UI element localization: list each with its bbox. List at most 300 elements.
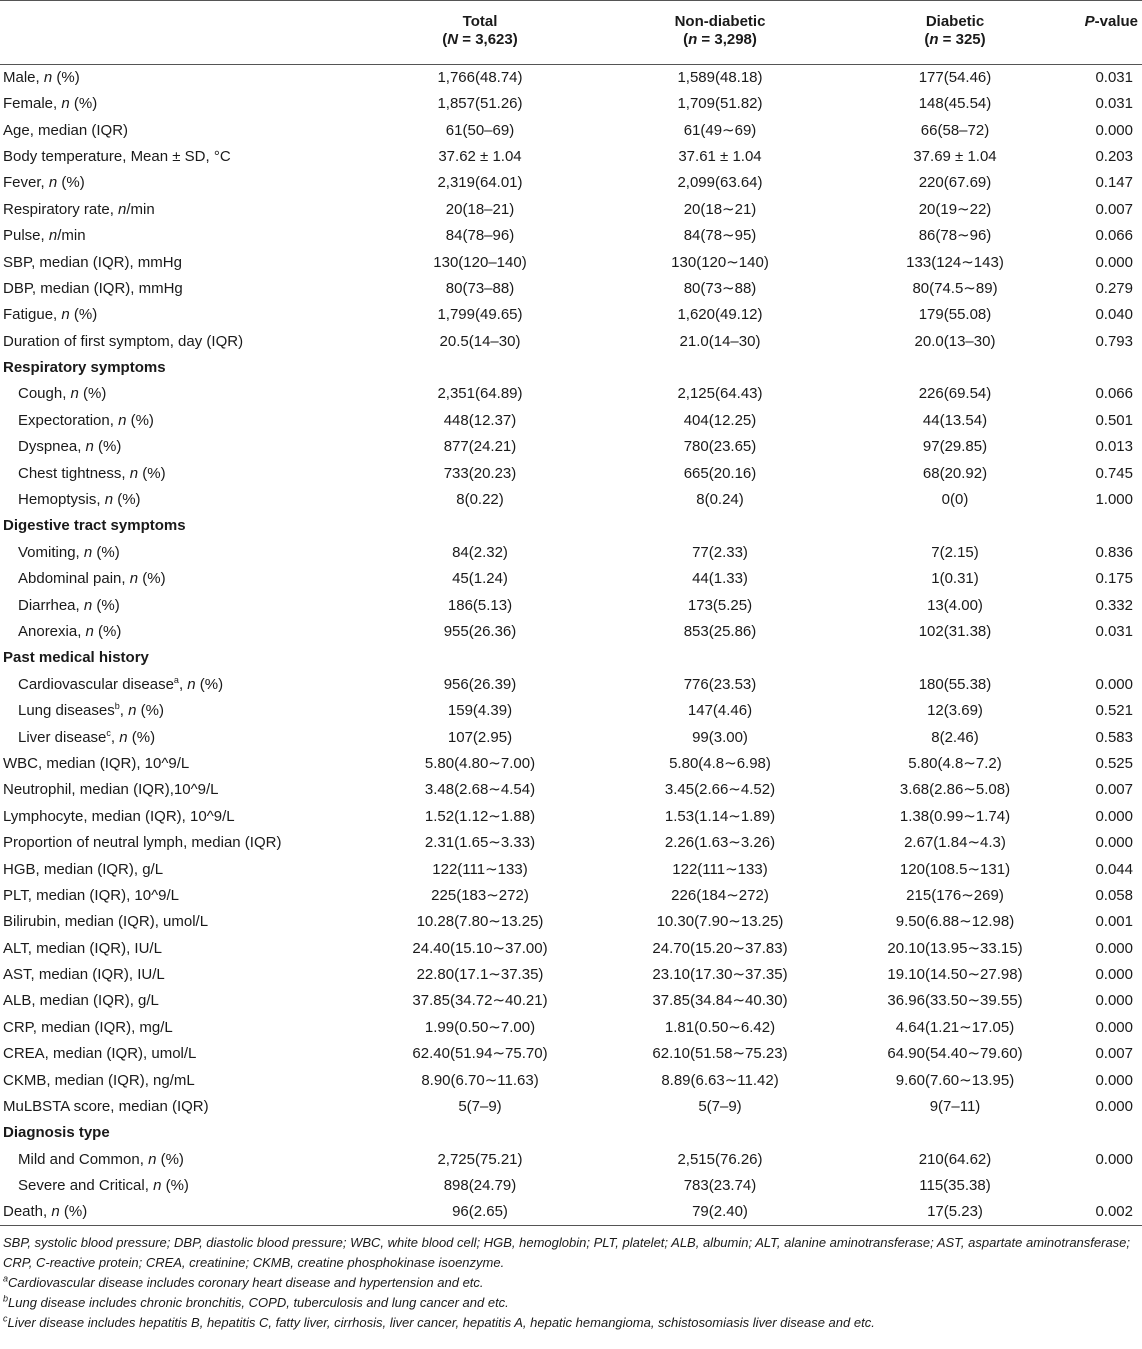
cell-total: 448(12.37) xyxy=(443,411,517,429)
row-label-text: DBP, median (IQR), mmHg xyxy=(3,279,183,297)
cell-nondiabetic: 1,589(48.18) xyxy=(677,69,763,86)
cell-diabetic: 37.69 ± 1.04 xyxy=(913,147,997,165)
footnote-b-mark: b xyxy=(3,1294,9,1305)
cell-diabetic: 148(45.54) xyxy=(918,95,992,113)
cell-diabetic xyxy=(840,513,1070,539)
footnote-abbreviations: SBP, systolic blood pressure; DBP, diastolic blood pressure; WBC, white blood cell; HGB, hemoglobin; PLT, platelet; ALB, albumin; ALT, alanine aminotransferase; AST, aspartate aminotransferase; CRP, C-reactive protein; CREA, creatinine; CKMB, creatine phosphokinase isoenzyme. xyxy=(3,1235,1131,1271)
table-row xyxy=(0,302,1142,328)
cell-nondiabetic: 77(2.33) xyxy=(692,543,748,561)
row-label xyxy=(0,197,360,223)
cell-pvalue: 0.066 xyxy=(1095,385,1133,403)
cell-pvalue: 0.836 xyxy=(1095,543,1133,561)
row-label xyxy=(0,355,360,381)
cell-nondiabetic: 147(4.46) xyxy=(687,702,753,720)
row-label xyxy=(0,672,360,698)
cell-total: 225(183∼272) xyxy=(431,886,529,904)
cell-total: 107(2.95) xyxy=(447,728,513,746)
row-label-text: Neutrophil, median (IQR),10^9/L xyxy=(3,781,219,799)
table-row xyxy=(0,170,1142,196)
row-label-text: Duration of first symptom, day (IQR) xyxy=(3,332,244,350)
cell-nondiabetic xyxy=(600,513,840,539)
table-row xyxy=(0,381,1142,407)
row-label-text: Cough, n (%) xyxy=(18,385,107,403)
cell-total: 84(2.32) xyxy=(452,543,508,561)
row-label xyxy=(0,144,360,170)
row-label-text: Diagnosis type xyxy=(3,1124,110,1142)
cell-diabetic: 17(5.23) xyxy=(840,1199,1070,1226)
cell-pvalue: 0.031 xyxy=(1095,95,1133,113)
table-row xyxy=(0,1094,1142,1120)
cell-pvalue: 0.000 xyxy=(1095,807,1133,825)
cell-nondiabetic: 62.10(51.58∼75.23) xyxy=(652,1045,788,1063)
table-row xyxy=(0,434,1142,460)
cell-total: 62.40(51.94∼75.70) xyxy=(412,1045,548,1063)
cell-pvalue: 0.000 xyxy=(1095,121,1133,139)
cell-diabetic: 5.80(4.8∼7.2) xyxy=(908,754,1002,772)
cell-diabetic: 36.96(33.50∼39.55) xyxy=(887,992,1023,1010)
cell-diabetic: 86(78∼96) xyxy=(918,227,992,245)
footnote-c xyxy=(0,1313,1142,1333)
row-label-suffix: , n (%) xyxy=(110,728,156,746)
cell-nondiabetic xyxy=(600,645,840,671)
cell-pvalue: 0.066 xyxy=(1095,227,1133,245)
cell-nondiabetic: 130(120∼140) xyxy=(671,253,769,271)
cell-diabetic: 2.67(1.84∼4.3) xyxy=(904,834,1006,852)
row-label xyxy=(0,302,360,328)
footnote-a-mark: a xyxy=(3,1274,9,1285)
footnote-c-mark: c xyxy=(3,1314,8,1325)
row-label xyxy=(0,698,360,724)
header-row xyxy=(0,1,1142,65)
cell-pvalue: 0.147 xyxy=(1095,174,1133,192)
row-label-text: SBP, median (IQR), mmHg xyxy=(3,253,182,271)
row-label-suffix: , n (%) xyxy=(178,675,224,693)
header-nondiabetic-n: (n = 3,298) xyxy=(683,31,757,48)
row-label-text: Dyspnea, n (%) xyxy=(18,438,122,456)
table-row xyxy=(0,329,1142,355)
table-row xyxy=(0,592,1142,618)
cell-pvalue: 0.002 xyxy=(1070,1199,1142,1226)
cell-total: 1,799(49.65) xyxy=(437,306,523,324)
row-label-text: Severe and Critical, n (%) xyxy=(18,1177,189,1195)
row-label-suffix: , n (%) xyxy=(119,702,164,720)
cell-total: 5(7–9) xyxy=(458,1098,502,1116)
cell-diabetic: 115(35.38) xyxy=(919,1177,991,1195)
row-label-text: PLT, median (IQR), 10^9/L xyxy=(3,886,180,904)
cell-nondiabetic: 1.53(1.14∼1.89) xyxy=(664,807,776,825)
table-row xyxy=(0,144,1142,170)
cell-nondiabetic xyxy=(600,1120,840,1146)
cell-diabetic: 20.10(13.95∼33.15) xyxy=(887,939,1023,957)
header-total xyxy=(360,1,600,65)
section-header-row xyxy=(0,645,1142,671)
table-row xyxy=(0,909,1142,935)
row-label-text: Fever, n (%) xyxy=(3,174,85,192)
cell-total: 159(4.39) xyxy=(447,702,513,720)
cell-nondiabetic: 44(1.33) xyxy=(692,570,748,588)
row-label xyxy=(0,1094,360,1120)
table-row xyxy=(0,856,1142,882)
row-label xyxy=(0,487,360,513)
row-label-text: AST, median (IQR), IU/L xyxy=(3,966,165,984)
cell-pvalue: 0.031 xyxy=(1095,69,1133,86)
header-nondiabetic xyxy=(600,1,840,65)
row-label xyxy=(0,1015,360,1041)
table-row xyxy=(0,962,1142,988)
header-nondiabetic-title: Non-diabetic xyxy=(674,13,766,30)
table-row xyxy=(0,408,1142,434)
cell-pvalue: 0.000 xyxy=(1095,1071,1133,1089)
footnote-marker: a xyxy=(173,674,179,685)
row-label xyxy=(0,1120,360,1146)
row-label xyxy=(0,513,360,539)
row-label-text: CREA, median (IQR), umol/L xyxy=(3,1045,197,1063)
cell-diabetic: 220(67.69) xyxy=(918,174,992,192)
row-label-text: Expectoration, n (%) xyxy=(18,411,154,429)
cell-diabetic: 177(54.46) xyxy=(918,69,992,86)
row-label xyxy=(0,777,360,803)
footnotes xyxy=(0,1233,1142,1333)
cell-diabetic: 9(7–11) xyxy=(929,1098,981,1116)
cell-pvalue xyxy=(1070,513,1142,539)
row-label-text: ALB, median (IQR), g/L xyxy=(3,992,159,1010)
cell-total: 2,351(64.89) xyxy=(437,385,523,403)
row-label-text: Digestive tract symptoms xyxy=(3,517,186,535)
cell-total: 1.99(0.50∼7.00) xyxy=(424,1018,536,1036)
table-row xyxy=(0,197,1142,223)
cell-nondiabetic: 80(73∼88) xyxy=(683,279,757,297)
cell-total: 1,857(51.26) xyxy=(437,95,523,113)
row-label xyxy=(0,408,360,434)
section-header-row xyxy=(0,355,1142,381)
row-label xyxy=(0,936,360,962)
table-row xyxy=(0,460,1142,486)
cell-total: 20.5(14–30) xyxy=(439,332,521,350)
row-label-text: Respiratory symptoms xyxy=(3,359,166,377)
table-row xyxy=(0,1199,1142,1226)
cell-pvalue xyxy=(1070,1173,1142,1199)
row-label xyxy=(0,65,360,92)
table-row xyxy=(0,883,1142,909)
cell-pvalue: 0.521 xyxy=(1095,702,1133,720)
cell-pvalue: 0.001 xyxy=(1095,913,1133,931)
cell-pvalue: 0.000 xyxy=(1095,834,1133,852)
table-row xyxy=(0,223,1142,249)
cell-nondiabetic: 1,709(51.82) xyxy=(677,95,763,113)
cell-pvalue: 0.000 xyxy=(1095,939,1133,957)
row-label-text: ALT, median (IQR), IU/L xyxy=(3,939,162,957)
row-label xyxy=(0,223,360,249)
row-label-text: Abdominal pain, n (%) xyxy=(18,570,166,588)
cell-pvalue: 0.000 xyxy=(1095,1150,1133,1168)
cell-nondiabetic: 23.10(17.30∼37.35) xyxy=(652,966,788,984)
row-label xyxy=(0,276,360,302)
cell-nondiabetic: 5.80(4.8∼6.98) xyxy=(669,754,771,772)
footnote-b xyxy=(0,1293,1142,1313)
cell-diabetic: 68(20.92) xyxy=(922,464,988,482)
row-label xyxy=(0,249,360,275)
header-diabetic xyxy=(840,1,1070,65)
cell-diabetic: 179(55.08) xyxy=(918,306,992,324)
table-row xyxy=(0,487,1142,513)
cell-nondiabetic: 173(5.25) xyxy=(687,596,753,614)
cell-total: 10.28(7.80∼13.25) xyxy=(416,913,544,931)
table-row xyxy=(0,619,1142,645)
table-row xyxy=(0,1015,1142,1041)
cell-total: 130(120–140) xyxy=(433,253,527,271)
cell-pvalue: 0.007 xyxy=(1095,1045,1133,1063)
row-label xyxy=(0,1041,360,1067)
cell-diabetic: 210(64.62) xyxy=(918,1150,992,1168)
cell-pvalue: 0.000 xyxy=(1095,992,1133,1010)
footnote-marker: c xyxy=(106,727,111,738)
row-label xyxy=(0,724,360,750)
cell-nondiabetic: 21.0(14–30) xyxy=(679,332,761,350)
cell-total: 1.52(1.12∼1.88) xyxy=(424,807,536,825)
cell-pvalue: 0.279 xyxy=(1095,279,1133,297)
cell-total: 2,319(64.01) xyxy=(437,174,523,192)
row-label xyxy=(0,830,360,856)
cell-diabetic: 3.68(2.86∼5.08) xyxy=(899,781,1011,799)
cell-nondiabetic: 780(23.65) xyxy=(683,438,757,456)
row-label xyxy=(0,804,360,830)
table-row xyxy=(0,804,1142,830)
cell-pvalue: 0.000 xyxy=(1095,966,1133,984)
row-label xyxy=(0,962,360,988)
row-label xyxy=(0,592,360,618)
row-label-text: Age, median (IQR) xyxy=(3,121,129,139)
cell-diabetic: 64.90(54.40∼79.60) xyxy=(887,1045,1023,1063)
cell-diabetic: 44(13.54) xyxy=(922,411,988,429)
cell-diabetic: 80(74.5∼89) xyxy=(912,279,998,297)
cell-nondiabetic: 3.45(2.66∼4.52) xyxy=(664,781,776,799)
row-label xyxy=(0,1173,360,1199)
cell-diabetic: 8(2.46) xyxy=(931,728,979,746)
row-label-text: Mild and Common, n (%) xyxy=(18,1150,184,1168)
cell-pvalue: 0.000 xyxy=(1095,675,1133,693)
section-header-row xyxy=(0,1120,1142,1146)
cell-total: 96(2.65) xyxy=(360,1199,600,1226)
cell-pvalue xyxy=(1070,645,1142,671)
cell-diabetic: 226(69.54) xyxy=(918,385,992,403)
cell-total: 955(26.36) xyxy=(443,623,517,640)
cell-diabetic: 120(108.5∼131) xyxy=(899,860,1011,878)
cell-nondiabetic: 2,515(76.26) xyxy=(677,1150,763,1168)
row-label xyxy=(0,988,360,1014)
row-label xyxy=(0,909,360,935)
row-label xyxy=(0,1199,360,1226)
cell-nondiabetic xyxy=(600,355,840,381)
cell-nondiabetic: 122(111∼133) xyxy=(672,860,768,878)
cell-nondiabetic: 37.85(34.84∼40.30) xyxy=(652,992,788,1010)
footnote-c-text: Liver disease includes hepatitis B, hepatitis C, fatty liver, cirrhosis, liver cancer, hepatitis A, hepatic hemangioma, schistosomiasis liver disease and etc. xyxy=(7,1315,875,1331)
cell-nondiabetic: 226(184∼272) xyxy=(671,886,769,904)
cell-diabetic: 133(124∼143) xyxy=(906,253,1004,271)
header-total-title: Total xyxy=(462,13,498,30)
cell-diabetic: 4.64(1.21∼17.05) xyxy=(895,1018,1015,1036)
row-label xyxy=(0,645,360,671)
header-label-column xyxy=(0,1,360,65)
cell-pvalue: 0.583 xyxy=(1095,728,1133,746)
cell-nondiabetic: 665(20.16) xyxy=(683,464,757,482)
cell-total: 24.40(15.10∼37.00) xyxy=(412,939,548,957)
table-row xyxy=(0,1173,1142,1199)
cell-total: 8.90(6.70∼11.63) xyxy=(421,1071,539,1089)
row-label-text: Lymphocyte, median (IQR), 10^9/L xyxy=(3,807,235,825)
table-row xyxy=(0,1067,1142,1093)
cell-pvalue: 0.000 xyxy=(1095,1018,1133,1036)
row-label-text: Lung diseases xyxy=(18,702,115,720)
row-label-text: CKMB, median (IQR), ng/mL xyxy=(3,1071,195,1089)
cell-diabetic: 9.50(6.88∼12.98) xyxy=(895,913,1015,931)
cell-nondiabetic: 37.61 ± 1.04 xyxy=(678,147,762,165)
cell-total: 898(24.79) xyxy=(443,1177,517,1195)
cell-total: 3.48(2.68∼4.54) xyxy=(424,781,536,799)
cell-pvalue: 0.501 xyxy=(1095,411,1133,429)
cell-total: 37.85(34.72∼40.21) xyxy=(412,992,548,1010)
cell-diabetic: 0(0) xyxy=(941,491,969,509)
row-label-text: Bilirubin, median (IQR), umol/L xyxy=(3,913,209,931)
cell-total: 61(50–69) xyxy=(445,121,515,139)
cell-diabetic: 9.60(7.60∼13.95) xyxy=(895,1071,1015,1089)
cell-pvalue: 0.175 xyxy=(1095,570,1133,588)
row-label-text: Proportion of neutral lymph, median (IQR) xyxy=(3,834,282,852)
cell-diabetic: 20.0(13–30) xyxy=(914,332,996,350)
row-label-text: Anorexia, n (%) xyxy=(18,623,122,640)
cell-total xyxy=(360,1120,600,1146)
cell-nondiabetic: 79(2.40) xyxy=(600,1199,840,1226)
cell-pvalue: 0.044 xyxy=(1095,860,1133,878)
header-diabetic-n: (n = 325) xyxy=(924,31,986,48)
cell-nondiabetic: 5(7–9) xyxy=(698,1098,742,1116)
table-row xyxy=(0,1041,1142,1067)
row-label-text: WBC, median (IQR), 10^9/L xyxy=(3,754,190,772)
row-label-text: Liver disease xyxy=(18,728,107,746)
cell-pvalue: 0.031 xyxy=(1095,623,1133,640)
cell-pvalue xyxy=(1070,355,1142,381)
row-label-text: Chest tightness, n (%) xyxy=(18,464,166,482)
cell-diabetic: 180(55.38) xyxy=(918,675,992,693)
cell-total xyxy=(360,645,600,671)
table-row xyxy=(0,566,1142,592)
row-label xyxy=(0,1067,360,1093)
cell-diabetic: 20(19∼22) xyxy=(918,200,992,218)
cell-pvalue: 0.007 xyxy=(1095,200,1133,218)
row-label-text: HGB, median (IQR), g/L xyxy=(3,860,164,878)
row-label-text: Respiratory rate, n/min xyxy=(3,200,155,218)
cell-nondiabetic: 2.26(1.63∼3.26) xyxy=(664,834,776,852)
table-row xyxy=(0,988,1142,1014)
footnote-marker: b xyxy=(114,701,120,712)
header-pvalue: P-value xyxy=(1070,1,1142,65)
cell-pvalue: 1.000 xyxy=(1095,491,1133,509)
row-label xyxy=(0,117,360,143)
row-label xyxy=(0,566,360,592)
cell-diabetic: 66(58–72) xyxy=(920,121,990,139)
cell-nondiabetic: 20(18∼21) xyxy=(683,200,757,218)
cell-nondiabetic: 8(0.24) xyxy=(696,491,744,509)
table-row xyxy=(0,830,1142,856)
cell-diabetic: 97(29.85) xyxy=(922,438,988,456)
footnote-a-text: Cardiovascular disease includes coronary heart disease and hypertension and etc. xyxy=(8,1275,484,1291)
cell-pvalue: 0.058 xyxy=(1095,886,1133,904)
cell-pvalue xyxy=(1070,1120,1142,1146)
row-label-text: Hemoptysis, n (%) xyxy=(18,491,141,509)
cell-diabetic: 102(31.38) xyxy=(918,623,992,640)
cell-diabetic xyxy=(840,645,1070,671)
table-row xyxy=(0,936,1142,962)
cell-pvalue: 0.013 xyxy=(1095,438,1133,456)
row-label-text: Vomiting, n (%) xyxy=(18,543,120,561)
row-label xyxy=(0,883,360,909)
cell-nondiabetic: 783(23.74) xyxy=(683,1177,757,1195)
section-header-row xyxy=(0,513,1142,539)
cell-diabetic xyxy=(840,355,1070,381)
table-row xyxy=(0,751,1142,777)
cell-nondiabetic: 2,125(64.43) xyxy=(677,385,763,403)
table-header xyxy=(0,1,1142,65)
row-label-text: Diarrhea, n (%) xyxy=(18,596,120,614)
cell-nondiabetic: 99(3.00) xyxy=(692,728,748,746)
table-row xyxy=(0,249,1142,275)
cell-total: 877(24.21) xyxy=(443,438,517,456)
cell-pvalue: 0.525 xyxy=(1095,754,1133,772)
row-label xyxy=(0,751,360,777)
row-label xyxy=(0,540,360,566)
cell-total: 733(20.23) xyxy=(443,464,517,482)
cell-pvalue: 0.007 xyxy=(1095,781,1133,799)
row-label xyxy=(0,91,360,117)
cell-total: 20(18–21) xyxy=(445,200,515,218)
cell-diabetic: 19.10(14.50∼27.98) xyxy=(887,966,1023,984)
footnote-a xyxy=(0,1273,1142,1293)
row-label-text: Death, n (%) xyxy=(3,1203,88,1221)
cell-nondiabetic: 61(49∼69) xyxy=(683,121,757,139)
row-label-text: Cardiovascular disease xyxy=(18,675,174,693)
cell-pvalue: 0.000 xyxy=(1095,1098,1133,1116)
table-row xyxy=(0,672,1142,698)
row-label xyxy=(0,1147,360,1173)
row-label-text: Pulse, n/min xyxy=(3,227,86,245)
cell-diabetic xyxy=(840,1120,1070,1146)
cell-total: 1,766(48.74) xyxy=(437,69,523,86)
row-label xyxy=(0,381,360,407)
cell-nondiabetic: 404(12.25) xyxy=(683,411,757,429)
row-label-text: Fatigue, n (%) xyxy=(3,306,98,324)
cell-nondiabetic: 1.81(0.50∼6.42) xyxy=(664,1018,776,1036)
cell-total: 37.62 ± 1.04 xyxy=(438,147,522,165)
cell-pvalue: 0.793 xyxy=(1095,332,1133,350)
table-row xyxy=(0,698,1142,724)
cell-diabetic: 1(0.31) xyxy=(931,570,979,588)
cell-nondiabetic: 10.30(7.90∼13.25) xyxy=(656,913,784,931)
cell-pvalue: 0.040 xyxy=(1095,306,1133,324)
row-label-text: Body temperature, Mean ± SD, °C xyxy=(3,147,231,165)
row-label-text: Male, n (%) xyxy=(3,69,80,86)
cell-pvalue: 0.332 xyxy=(1095,596,1133,614)
table-row xyxy=(0,724,1142,750)
cell-total: 45(1.24) xyxy=(452,570,508,588)
table-row xyxy=(0,540,1142,566)
row-label-text: Past medical history xyxy=(3,649,149,667)
row-label-text: MuLBSTA score, median (IQR) xyxy=(3,1098,209,1116)
header-diabetic-title: Diabetic xyxy=(925,13,985,30)
header-total-n: (N = 3,623) xyxy=(442,31,518,48)
cell-total: 956(26.39) xyxy=(443,675,517,693)
row-label xyxy=(0,856,360,882)
cell-diabetic: 12(3.69) xyxy=(927,702,983,720)
table-body xyxy=(0,65,1142,1226)
